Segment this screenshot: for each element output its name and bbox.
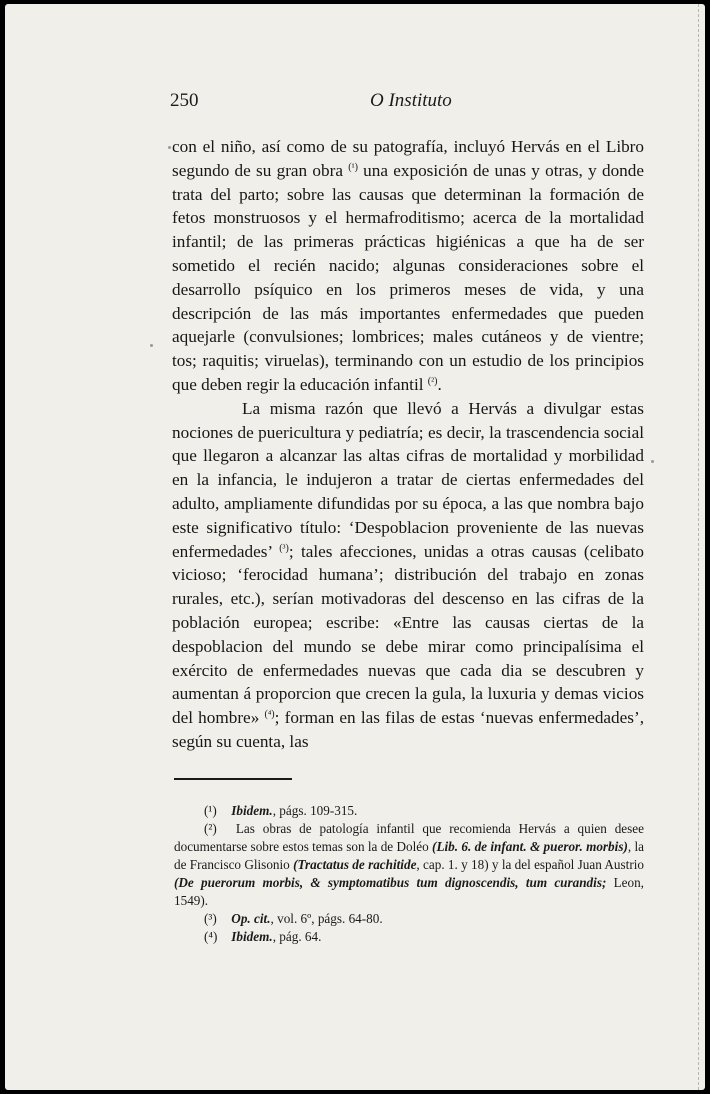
footnote-ref: (⁴) (264, 709, 275, 721)
scan-speck (150, 344, 153, 347)
footnote-1 (174, 802, 644, 820)
page-header (170, 90, 645, 114)
scan-speck (651, 460, 654, 463)
paragraph-text: ; forman en las filas de estas ‘nuevas enfermedades’, según su cuenta, las (172, 708, 644, 751)
footnote-mark: (²) (204, 821, 217, 836)
footnote-text: (Tractatus de rachitide (293, 857, 417, 872)
paragraph-text: con el niño, así como de su patografía, incluyó Hervás en el Libro segundo de su gran obra (172, 137, 644, 180)
footnote-text: Op. cit. (231, 911, 271, 926)
footnote-2 (174, 820, 644, 910)
paragraph-text: ; tales afecciones, unidas a otras causas (celibato vicioso; ‘ferocidad humana’; distribución del trabajo en zonas rurales, etc.), serían motivadoras del descenso en las cifras de la población europea; escribe: «Entre las causas ciertas de la despoblacion del mundo se debe mirar como principalísima el exército de enfermedades nuevas que cada dia se descubren y aumentan á proporcion que crecen la gula, la luxuria y demas vicios del hombre» (172, 541, 644, 728)
page-number: 250 (170, 90, 199, 111)
footnote-ref: (²) (427, 375, 438, 387)
paragraph (172, 135, 644, 397)
footnote-text: , pág. 64. (272, 929, 322, 944)
page-edge (697, 4, 699, 1090)
scan-speck (168, 146, 171, 149)
footnote-4 (174, 928, 644, 946)
footnote-mark: (³) (204, 911, 217, 926)
footnote-text: Ibidem. (231, 803, 273, 818)
paragraph-text: La misma razón que llevó a Hervás a divulgar estas nociones de puericultura y pediatría; es decir, la trascendencia social que llegaron a alcanzar las altas cifras de mortalidad y morbilidad en la infancia, le indujeron a tratar de ciertas enfermedades del adulto, ampliamente difundidas por su época, a las que nombra bajo este significativo título: ‘Despoblacion proveniente de las nuevas enfermedades’ (172, 398, 644, 561)
footnote-text: , págs. 109-315. (272, 803, 358, 818)
footnote-text: Ibidem. (231, 929, 273, 944)
footnote-text: , cap. 1. y 18) y la del español Juan Austrio (416, 857, 644, 872)
footnote-text: (Lib. 6. de infant. & pueror. morbis) (432, 839, 628, 854)
footnote-ref: (¹) (348, 161, 358, 173)
footnote-text: , la de Francisco Glisonio (174, 839, 644, 872)
running-title: O Instituto (370, 90, 452, 111)
footnote-text: Leon, 1549). (174, 875, 644, 908)
footnote-text: (De puerorum morbis, & symptomatibus tum dignoscendis, tum curandis; (174, 875, 607, 890)
body-text (172, 135, 644, 754)
footnote-mark: (¹) (204, 803, 217, 818)
footnote-text: Las obras de patología infantil que recomienda Hervás a quien desee documentarse sobre estos temas son la de Doléo (174, 821, 644, 854)
footnotes (174, 802, 644, 946)
footnote-3 (174, 910, 644, 928)
footnote-text: , vol. 6º, págs. 64-80. (270, 911, 383, 926)
footnote-ref: (³) (279, 542, 289, 554)
paragraph-text: una exposición de unas y otras, y donde trata del parto; sobre las causas que determinan la formación de fetos monstruosos y el hermafroditismo; acerca de la mortalidad infantil; de las primeras prácticas higiénicas a que ha de ser sometido el recién nacido; algunas consideraciones sobre el desarrollo psíquico en los primeros meses de vida, y una descripción de las más importantes enfermedades que pueden aquejarle (convulsiones; lombrices; males cutáneos y de vientre; tos; raquitis; viruelas), terminando con un estudio de los principios que deben regir la educación infantil (172, 160, 644, 394)
footnote-rule (174, 778, 292, 780)
paragraph (172, 397, 644, 754)
paragraph-text: . (437, 374, 442, 394)
footnote-mark: (⁴) (204, 929, 218, 944)
